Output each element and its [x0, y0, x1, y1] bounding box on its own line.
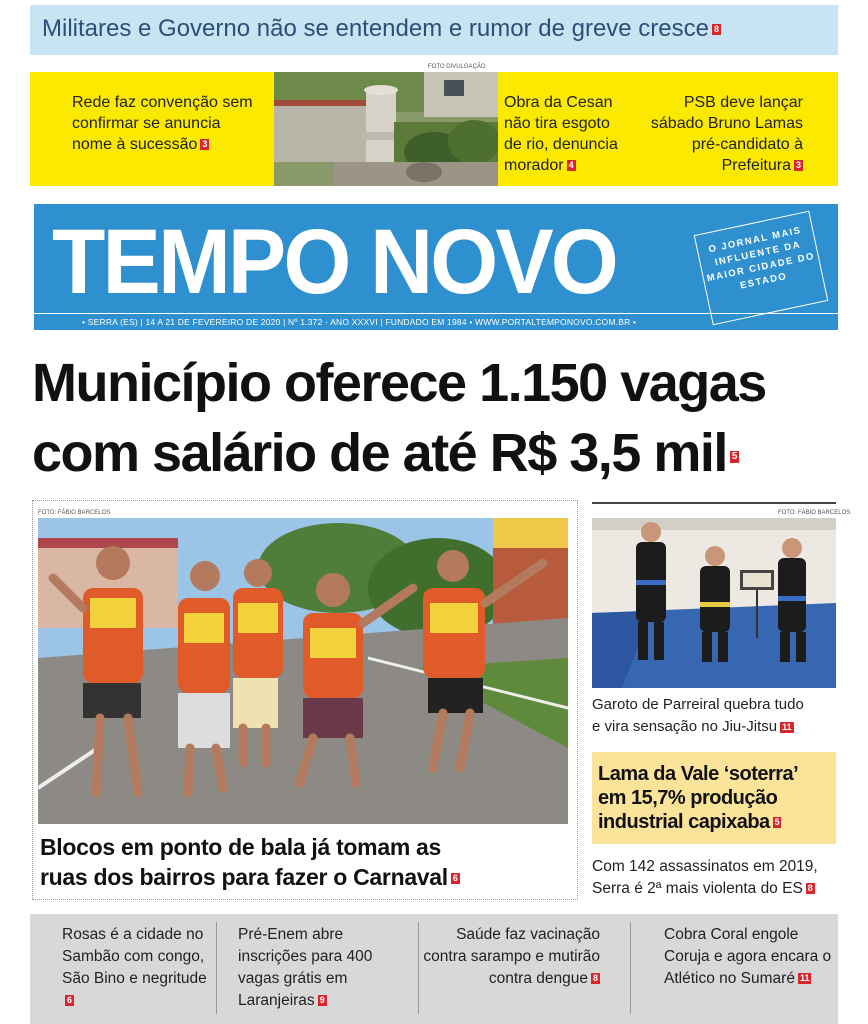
- divider: [216, 922, 217, 1014]
- teaser-left[interactable]: [30, 72, 274, 186]
- page-ref: 9: [319, 995, 325, 1006]
- page-ref: 8: [592, 973, 598, 984]
- divider: [630, 922, 631, 1014]
- page-ref: 3: [795, 160, 801, 171]
- bottom-teaser-text: Pré-Enem abre inscrições para 400 vagas grátis em Laranjeiras: [238, 926, 373, 1009]
- crime-line-1: Com 142 assassinatos em 2019,: [592, 858, 818, 875]
- teaser-middle[interactable]: [498, 72, 628, 186]
- page-ref: 4: [568, 160, 574, 171]
- teaser-right-text: PSB deve lançar sábado Bruno Lamas pré-candidato à Prefeitura: [650, 94, 803, 174]
- bottom-teaser-text: Cobra Coral engole Coruja e agora encara o Atlético no Sumaré: [664, 926, 832, 987]
- divider: [418, 922, 419, 1014]
- masthead: [34, 204, 838, 330]
- bottom-teaser-1[interactable]: [62, 924, 212, 1012]
- page-ref: 5: [774, 817, 780, 828]
- photo-credit: FOTO: FÁBIO BARCELOS: [778, 510, 851, 516]
- page-ref: 6: [452, 873, 458, 884]
- caption-line-2: e vira sensação no Jiu-Jitsu: [592, 718, 778, 735]
- lama-line-1: Lama da Vale ‘soterra’: [598, 763, 799, 785]
- crime-story[interactable]: [592, 856, 838, 900]
- teaser-right[interactable]: [628, 72, 838, 186]
- page-ref: 8: [714, 24, 720, 35]
- column-rule: [592, 502, 836, 504]
- tagline-stamp: O JORNAL MAIS INFLUENTE DA MAIOR CIDADE DO ESTADO: [694, 211, 829, 326]
- bottom-teaser-2[interactable]: [238, 924, 408, 1012]
- crime-line-2: Serra é 2ª mais violenta do ES: [592, 880, 803, 897]
- headline-line-1: Município oferece 1.150 vagas: [32, 353, 766, 413]
- jiu-jitsu-photo[interactable]: [592, 518, 836, 688]
- sewage-photo: [274, 72, 498, 186]
- main-story-caption[interactable]: [40, 832, 570, 892]
- carnival-photo[interactable]: [38, 518, 568, 824]
- lama-line-3: industrial capixaba: [598, 811, 770, 833]
- lama-line-2: em 15,7% produção: [598, 787, 778, 809]
- edition-info: • SERRA (ES) | 14 A 21 DE FEVEREIRO DE 2020 | Nº 1.372 - ANO XXXVI | FUNDADO EM 1984 • WWW.PORTALTEMPONOVO.COM.BR •: [34, 313, 838, 330]
- main-headline[interactable]: [32, 348, 832, 488]
- bottom-teaser-text: Saúde faz vacinação contra sarampo e mutirão contra dengue: [423, 926, 600, 987]
- lama-story-box[interactable]: [592, 752, 836, 844]
- page-ref: 8: [807, 883, 813, 894]
- jiu-jitsu-caption[interactable]: [592, 694, 836, 738]
- bottom-teaser-3[interactable]: [422, 924, 600, 990]
- top-banner[interactable]: [30, 5, 838, 55]
- newspaper-logo[interactable]: TEMPO NOVO: [52, 211, 616, 313]
- page-ref: 3: [202, 139, 208, 150]
- bottom-teasers: [30, 914, 838, 1024]
- photo-credit: FOTO DIVULGAÇÃO: [428, 64, 486, 70]
- caption-line-1: Blocos em ponto de bala já tomam as: [40, 834, 442, 860]
- page-ref: 11: [782, 721, 792, 732]
- bottom-teaser-4[interactable]: [664, 924, 834, 990]
- top-banner-headline[interactable]: Militares e Governo não se entendem e rumor de greve cresce 8: [42, 15, 720, 42]
- headline-line-2: com salário de até R$ 3,5 mil: [32, 423, 727, 483]
- caption-line-1: Garoto de Parreiral quebra tudo: [592, 696, 804, 713]
- teaser-left-text: Rede faz convenção sem confirmar se anuncia nome à sucessão: [72, 94, 253, 153]
- bottom-teaser-text: Rosas é a cidade no Sambão com congo, São Bino e negritude: [62, 926, 207, 987]
- page-ref: 6: [67, 995, 73, 1006]
- photo-credit: FOTO: FÁBIO BARCELOS: [38, 510, 111, 516]
- teaser-middle-text: Obra da Cesan não tira esgoto de rio, denuncia morador: [504, 94, 618, 174]
- caption-line-2: ruas dos bairros para fazer o Carnaval: [40, 864, 448, 890]
- page-ref: 11: [799, 973, 810, 984]
- page-ref: 5: [731, 450, 738, 462]
